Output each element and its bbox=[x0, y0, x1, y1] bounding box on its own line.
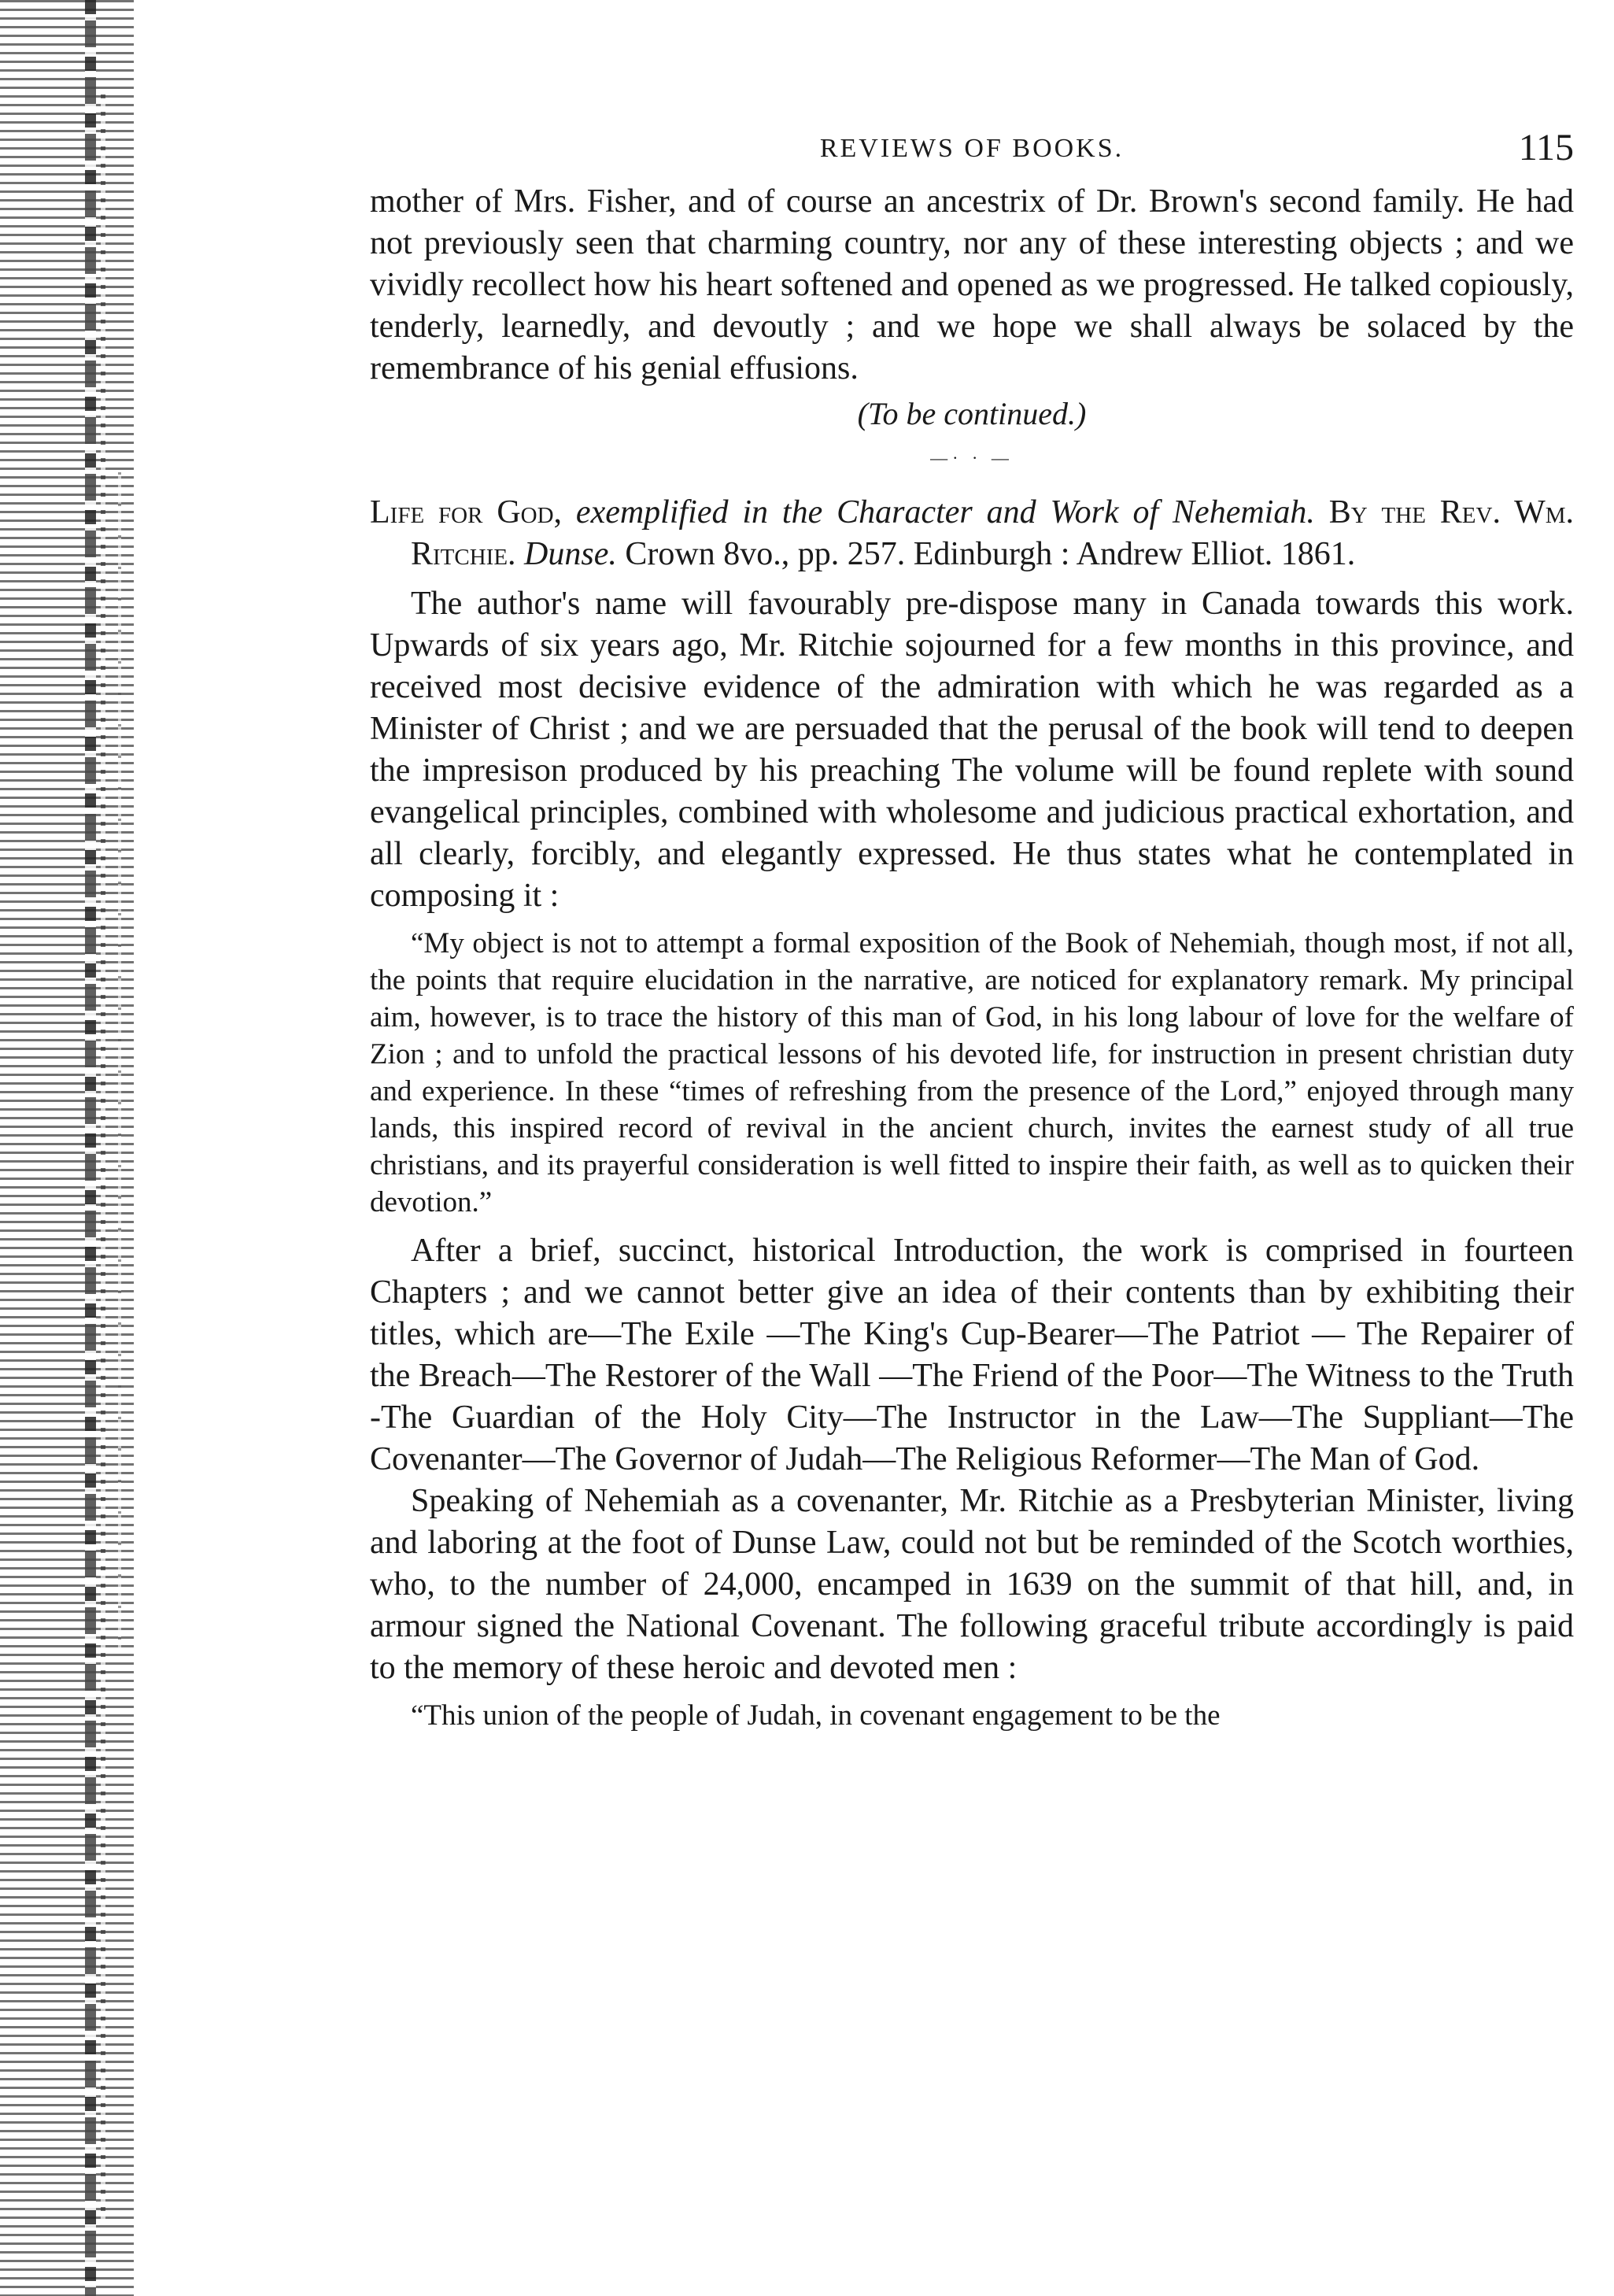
page-number: 115 bbox=[1518, 127, 1574, 168]
book-spine-scan-edge bbox=[0, 0, 134, 2296]
review-paragraph: Speaking of Nehemiah as a covenanter, Mr. Ritchie as a Presbyterian Minister, living and laboring at the foot of Dunse Law, could not but be reminded of the Scotch worthies, who, to the number of 24,000, encamped in 1639 on the summit of that hill, and, in armour signed the National Covenant. The following graceful tribute accordingly is paid to the memory of these heroic and devoted men : bbox=[370, 1483, 1574, 1686]
book-title: Life for God, bbox=[370, 494, 563, 531]
review-heading bbox=[370, 492, 1574, 575]
author-place: Dunse. bbox=[524, 536, 617, 572]
book-author: By the Rev. Wm. Ritchie. bbox=[411, 494, 1575, 572]
spine-binding-mark bbox=[85, 0, 96, 2296]
section-separator: —· · — bbox=[930, 448, 1014, 468]
spine-binding-mark bbox=[118, 472, 121, 1653]
to-be-continued-note: (To be continued.) bbox=[857, 396, 1087, 431]
block-quote: “This union of the people of Judah, in covenant engagement to be the bbox=[411, 1699, 1221, 1732]
running-head-title: REVIEWS OF BOOKS. bbox=[819, 134, 1125, 163]
review-paragraph: After a brief, succinct, historical Introduction, the work is comprised in fourteen Chapters ; and we cannot better give an idea of their contents than by exhibiting their titles, which are—The Exile —The King's Cup-Bearer—The Patriot — The Repairer of the Breach—The Restorer of the Wall —The Friend of the Poor—The Witness to the Truth -The Guardian of the Holy City—The Instructor in the Law—The Suppliant—The Covenanter—The Governor of Judah—The Religious Reformer—The Man of God. bbox=[370, 1233, 1574, 1477]
book-imprint: Edinburgh : Andrew Elliot. 1861. bbox=[913, 536, 1356, 572]
book-subtitle: exemplified in the Character and Work of Nehemiah. bbox=[575, 494, 1315, 531]
running-head bbox=[370, 126, 1574, 181]
block-quote: “My object is not to attempt a formal exposition of the Book of Nehemiah, though most, if not all, the points that require elucidation in the narrative, are noticed for explanatory remark. My principal aim, however, is to trace the history of this man of God, in his long labour of love for the welfare of Zion ; and to unfold the practical lessons of his devoted life, for instruction in present christian duty and experience. In these “times of refreshing from the presence of the Lord,” enjoyed through many lands, this inspired record of revival in the ancient church, invites the earnest study of all true christians, and its prayerful consideration is well fitted to inspire their faith, as well as to quicken their devotion.” bbox=[370, 927, 1574, 1218]
review-paragraph: The author's name will favourably pre-dispose many in Canada towards this work. Upwards of six years ago, Mr. Ritchie sojourned for a few months in this province, and received most decisive evidence of the admiration with which he was regarded as a Minister of Christ ; and we are persuaded that the perusal of the book will tend to deepen the impresison produced by his preaching The volume will be found replete with sound evangelical principles, combined with wholesome and judicious practical exhortation, and all clearly, forcibly, and elegantly expressed. He thus states what he contemplated in composing it : bbox=[370, 586, 1574, 914]
spine-binding-mark bbox=[101, 94, 105, 2220]
book-page bbox=[370, 126, 1574, 1743]
book-format: Crown 8vo., pp. 257. bbox=[625, 536, 906, 572]
continued-paragraph: mother of Mrs. Fisher, and of course an ancestrix of Dr. Brown's second family. He had not previously seen that charming country, nor any of these interesting objects ; and we vividly recollect how his heart softened and opened as we progressed. He talked copiously, tenderly, learnedly, and devoutly ; and we hope we shall always be solaced by the remembrance of his genial effusions. bbox=[370, 183, 1574, 386]
